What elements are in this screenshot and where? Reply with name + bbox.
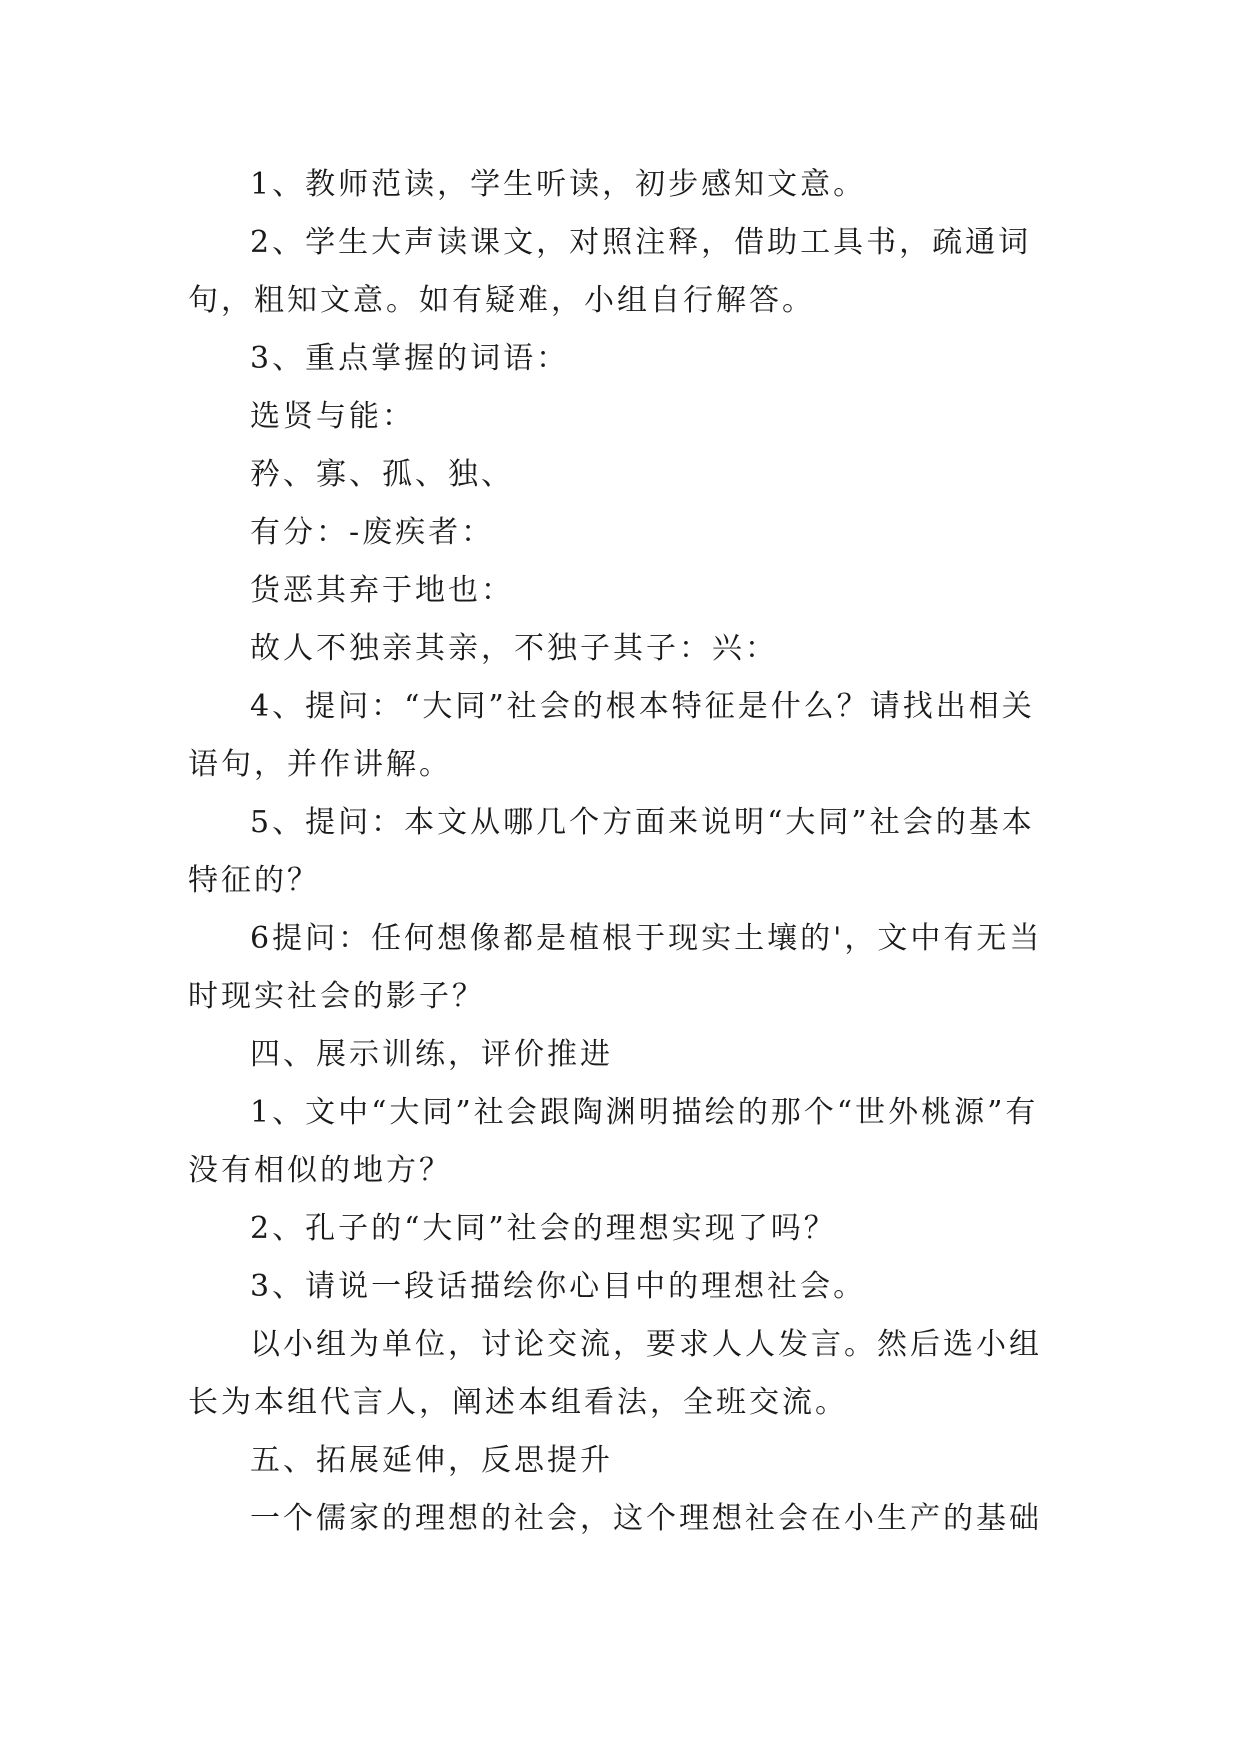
- paragraph-extension: 一个儒家的理想的社会，这个理想社会在小生产的基础: [250, 1501, 1042, 1536]
- paragraph-question-4: 4、提问：“大同”社会的根本特征是什么？请找出相关语句，并作讲解。: [188, 689, 1035, 782]
- paragraph-word-2: 矜、寡、孤、独、: [250, 457, 514, 492]
- paragraph-word-5: 故人不独亲其亲，不独子其子：兴：: [250, 631, 778, 666]
- document-body: [188, 156, 1054, 1548]
- paragraph-step-3-key-words: 3、重点掌握的词语：: [250, 341, 570, 376]
- paragraph-step-2-reading: 2、学生大声读课文，对照注释，借助工具书，疏通词句，粗知文意。如有疑难，小组自行解答。: [188, 225, 1032, 318]
- section-heading-5: 五、拓展延伸，反思提升: [250, 1443, 613, 1478]
- paragraph-word-3: 有分：-废疾者：: [250, 515, 495, 550]
- paragraph-step-1-reading: 1、教师范读，学生听读，初步感知文意。: [250, 167, 867, 202]
- paragraph-group-discussion: 以小组为单位，讨论交流，要求人人发言。然后选小组长为本组代言人，阐述本组看法，全班交流。: [188, 1327, 1042, 1420]
- paragraph-word-4: 货恶其弃于地也：: [250, 573, 514, 608]
- section-heading-4: 四、展示训练，评价推进: [250, 1037, 613, 1072]
- paragraph-question-6: 6提问：任何想像都是植根于现实土壤的'，文中有无当时现实社会的影子？: [188, 921, 1043, 1014]
- paragraph-training-3: 3、请说一段话描绘你心目中的理想社会。: [250, 1269, 867, 1304]
- paragraph-training-1: 1、文中“大同”社会跟陶渊明描绘的那个“世外桃源”有没有相似的地方？: [188, 1095, 1039, 1188]
- paragraph-training-2: 2、孔子的“大同”社会的理想实现了吗？: [250, 1211, 837, 1246]
- paragraph-question-5: 5、提问：本文从哪几个方面来说明“大同”社会的基本特征的？: [188, 805, 1035, 898]
- paragraph-word-1: 选贤与能：: [250, 399, 415, 434]
